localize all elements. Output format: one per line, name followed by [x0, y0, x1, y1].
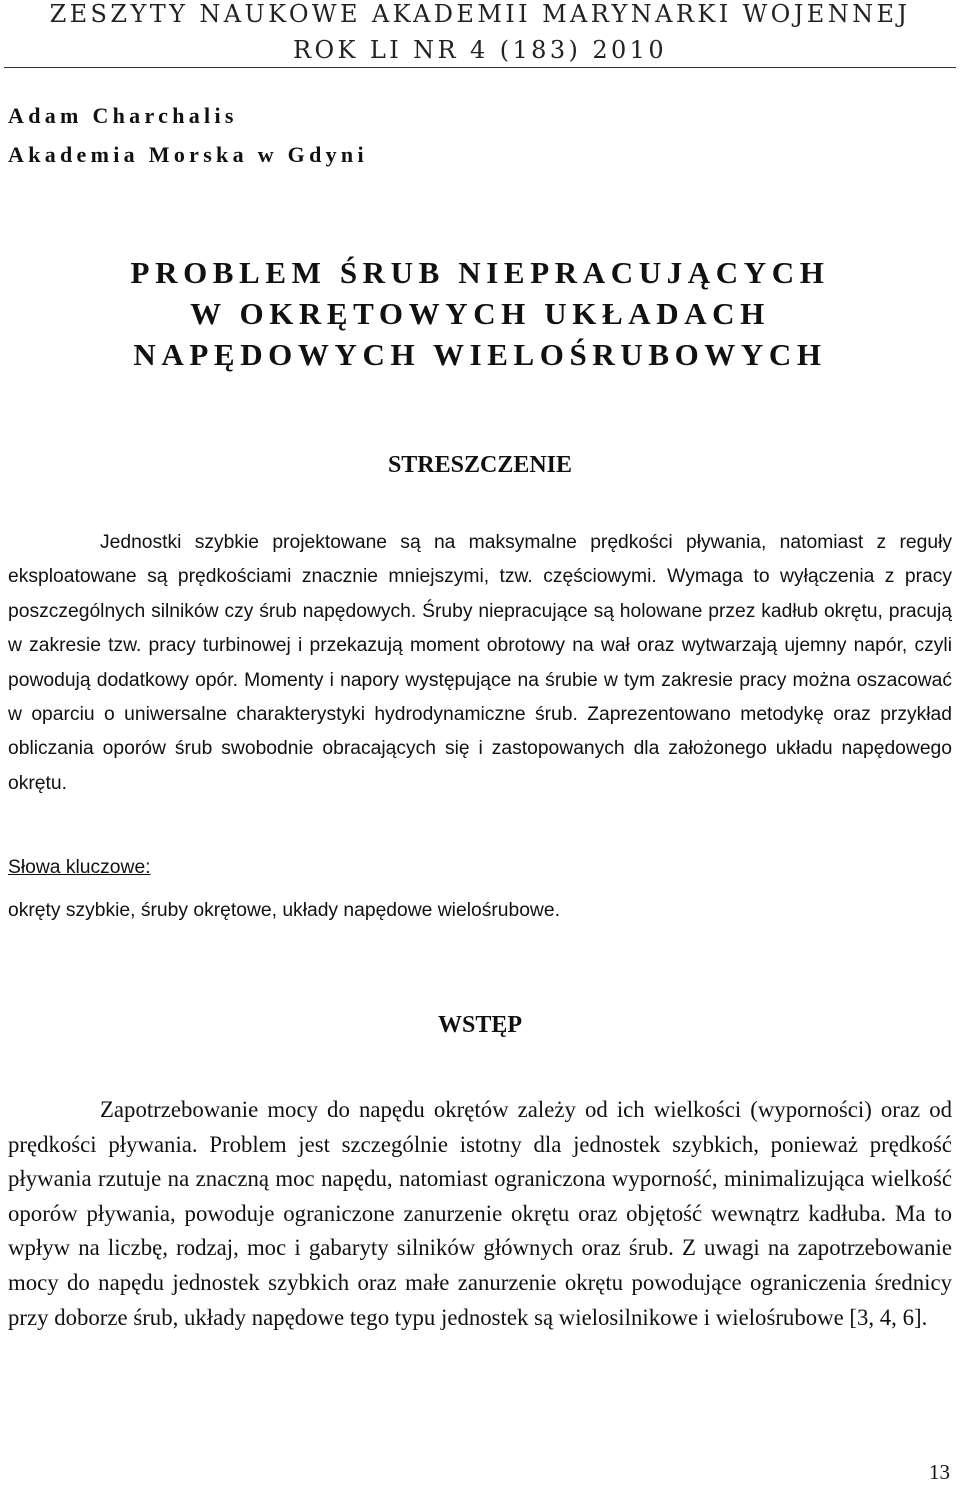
journal-title: ZESZYTY NAUKOWE AKADEMII MARYNARKI WOJENNEJ — [49, 0, 911, 28]
abstract-heading: STRESZCZENIE — [387, 452, 573, 478]
author-affiliation: Akademia Morska w Gdyni — [8, 142, 368, 167]
paper-title-line-1: PROBLEM ŚRUB NIEPRACUJĄCYCH — [130, 255, 830, 290]
header-rule — [4, 67, 956, 68]
abstract-text: Jednostki szybkie projektowane są na maksymalne prędkości pływania, natomiast z reguły eksploatowane są prędkościami znacznie mniejszymi, tzw. częściowymi. Wymaga to wyłączenia z pracy poszczególnych silników czy śrub napędowych. Śruby niepracujące są holowane przez kadłub okrętu, pracują w zakresie tzw. pracy turbinowej i przekazują moment obrotowy na wał oraz wytwarzają ujemny napór, czyli powodują dodatkowy opór. Momenty i napory występujące na śrubie w tym zakresie pracy można oszacować w oparciu o uniwersalne charakterystyki hydrodynamiczne śrub. Zaprezentowano metodykę oraz przykład obliczania oporów śrub swobodnie obracających się i zastopowanych dla założonego układu napędowego okrętu. — [8, 532, 952, 794]
author-name: Adam Charchalis — [8, 103, 238, 128]
page-number: 13 — [929, 1460, 950, 1484]
intro-heading: WSTĘP — [437, 1012, 523, 1038]
journal-issue: ROK LI NR 4 (183) 2010 — [293, 36, 667, 64]
keywords-label: Słowa kluczowe: — [8, 857, 151, 878]
keywords-text: okręty szybkie, śruby okrętowe, układy napędowe wielośrubowe. — [8, 900, 560, 921]
paper-title-line-3: NAPĘDOWYCH WIELOŚRUBOWYCH — [133, 337, 827, 372]
paper-title-line-2: W OKRĘTOWYCH UKŁADACH — [190, 296, 770, 331]
intro-text: Zapotrzebowanie mocy do napędu okrętów zależy od ich wielkości (wyporności) oraz od prędkości pływania. Problem jest szczególnie istotny dla jednostek szybkich, ponieważ prędkość pływania rzutuje na znaczną moc napędu, natomiast ograniczona wyporność, minimalizująca wielkość oporów pływania, powoduje ograniczone zanurzenie okrętu oraz objętość wewnątrz kadłuba. Ma to wpływ na liczbę, rodzaj, moc i gabaryty silników głównych oraz śrub. Z uwagi na zapotrzebowanie mocy do napędu jednostek szybkich oraz małe zanurzenie okrętu powodujące ograniczenia średnicy przy doborze śrub, układy napędowe tego typu jednostek są wielosilnikowe i wielośrubowe [3, 4, 6]. — [8, 1097, 952, 1330]
